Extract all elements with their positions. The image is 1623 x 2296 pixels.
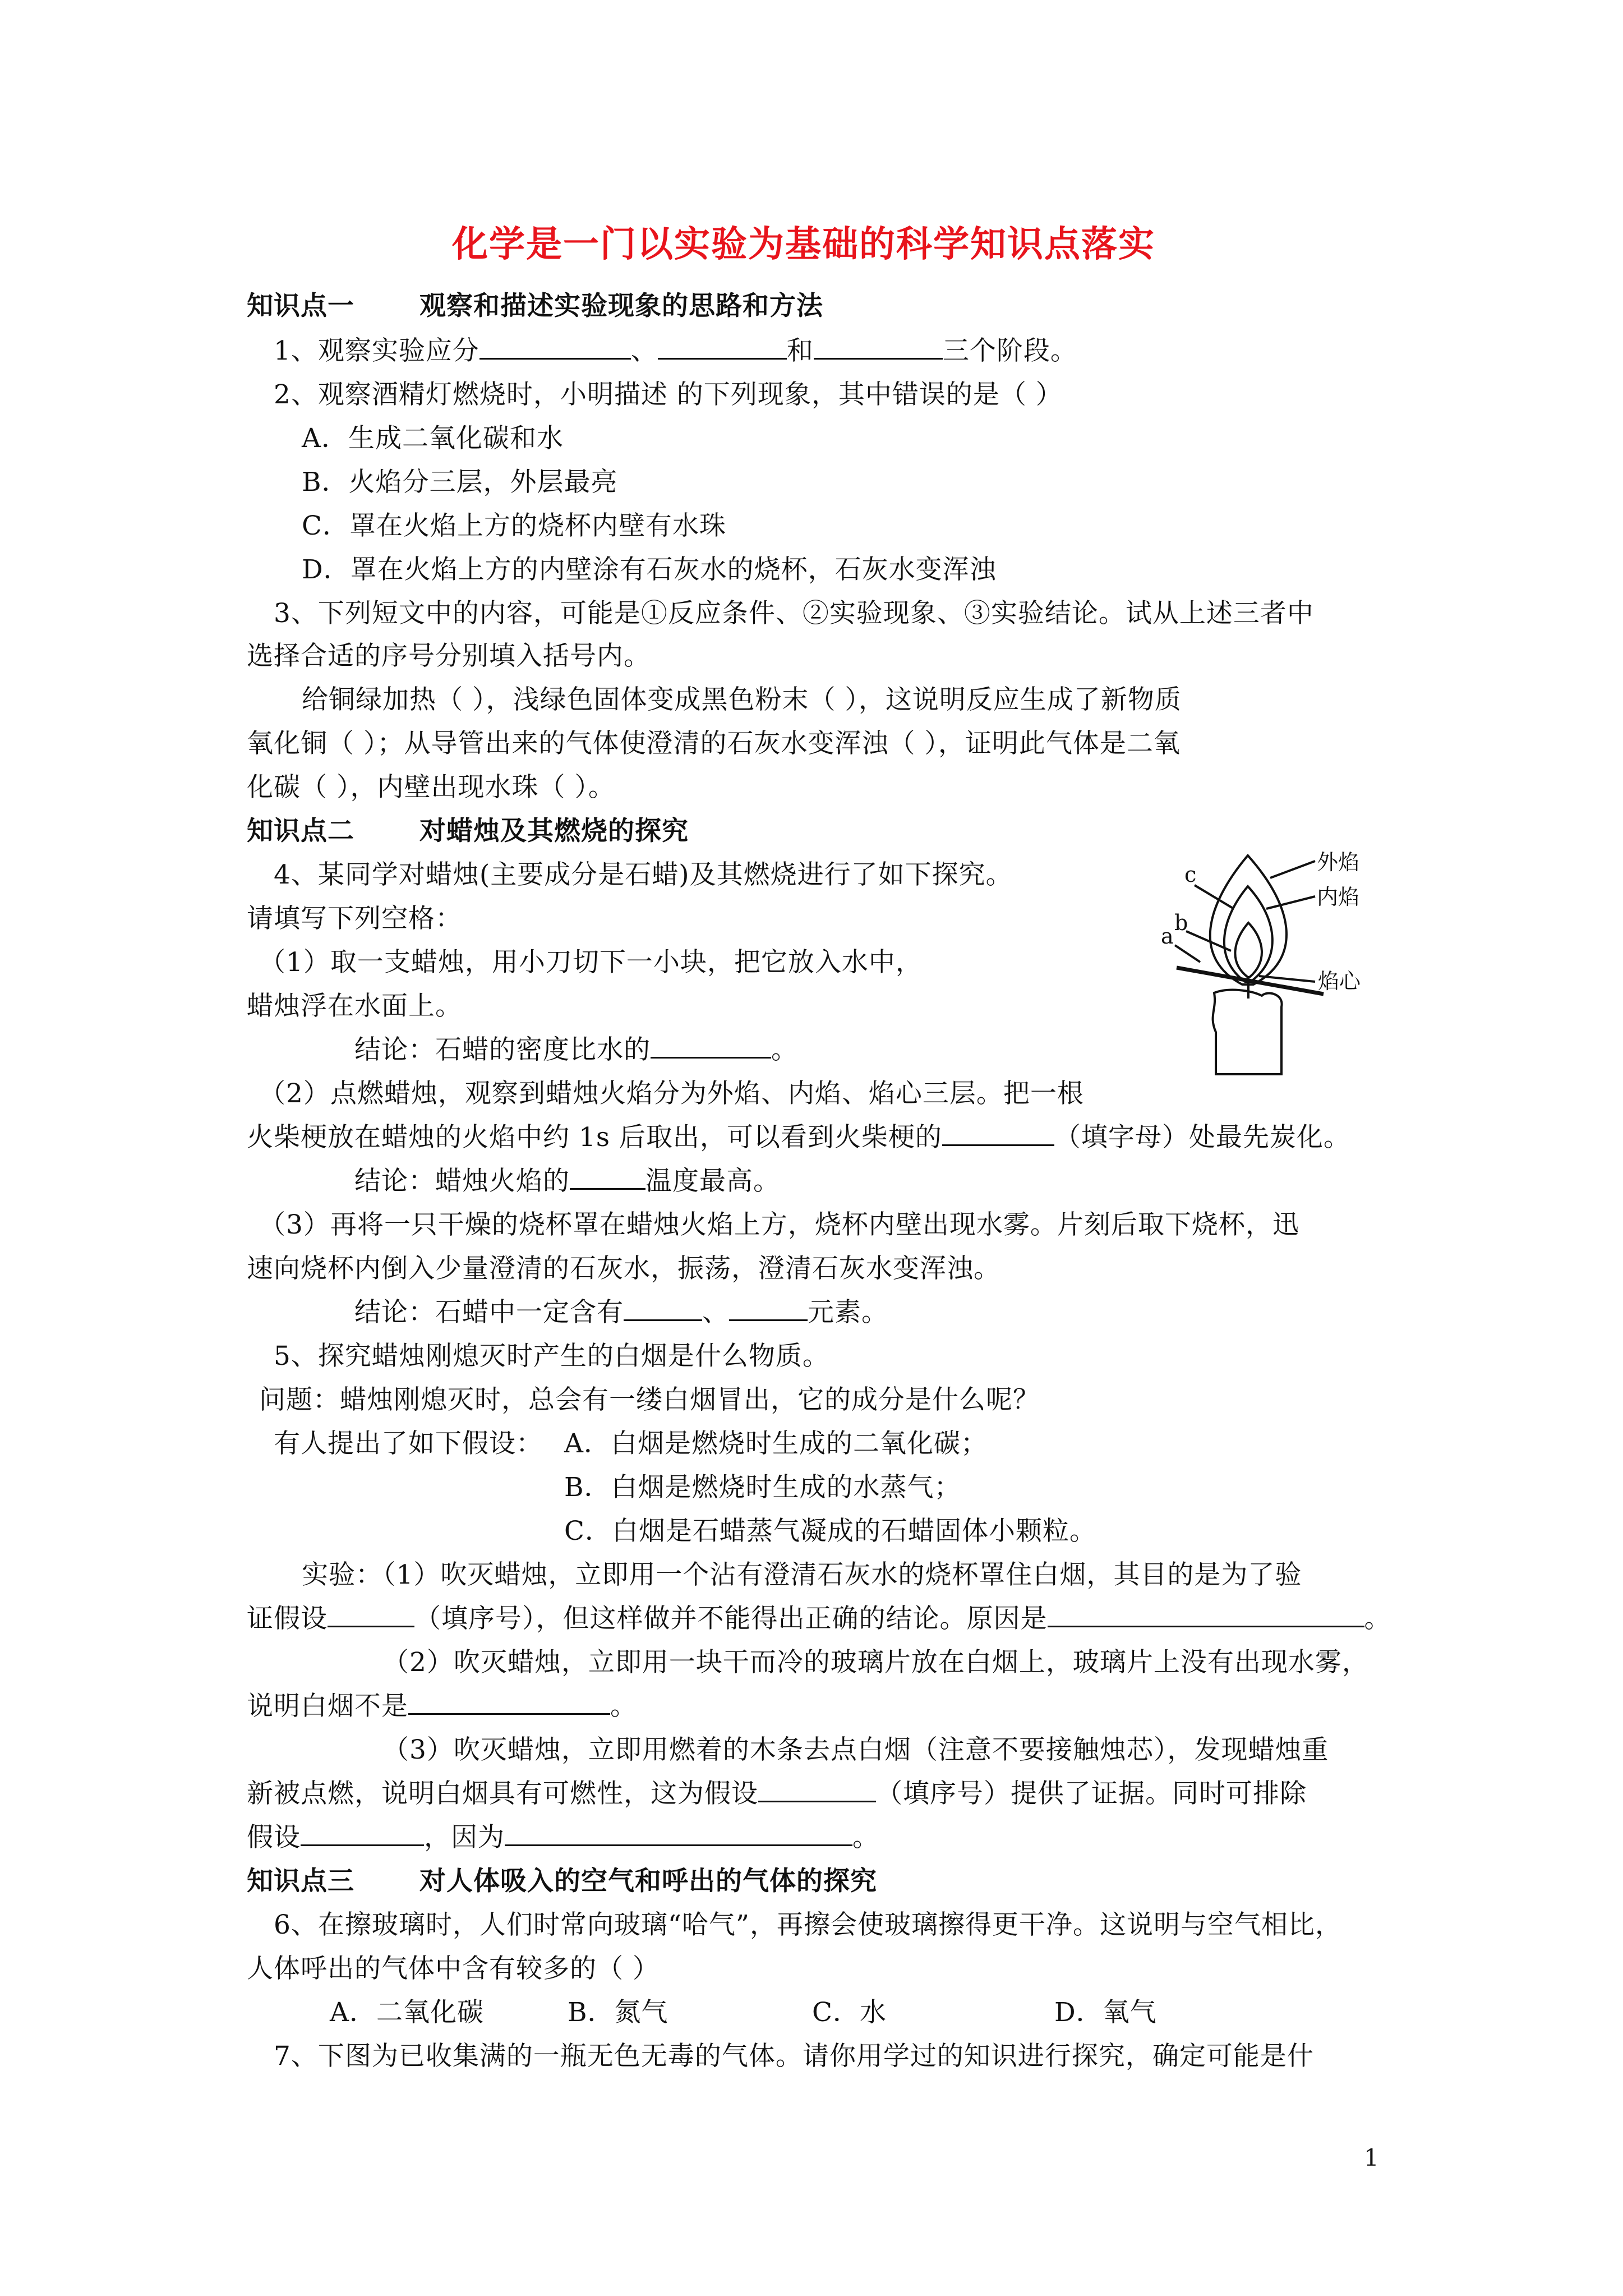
q5-e3b-text-b: （填序号）提供了证据。同时可排除 xyxy=(876,1778,1307,1809)
question-5: 5、探究蜡烛刚熄灭时产生的白烟是什么物质。 xyxy=(274,1341,829,1372)
leader-outer xyxy=(1270,861,1315,878)
question-3-line-3: 给铜绿加热（ ），浅绿色固体变成黑色粉末（ ），这说明反应生成了新物质 xyxy=(302,684,1182,715)
q5-hypothesis-a: A．白烟是燃烧时生成的二氧化碳； xyxy=(564,1428,988,1459)
leader-core xyxy=(1259,976,1315,982)
q4-1c-text-b: 。 xyxy=(771,1034,798,1065)
q4-2c-text-a: 结论：蜡烛火焰的 xyxy=(354,1166,570,1197)
q5-e3c-text-b: ，因为 xyxy=(424,1822,505,1853)
q6-option-c: C．水 xyxy=(812,1997,887,2028)
q1-text-d: 三个阶段。 xyxy=(942,335,1077,366)
q4-part3-conclusion xyxy=(354,1296,888,1329)
q5-hypothesis-b: B．白烟是燃烧时生成的水蒸气； xyxy=(564,1472,961,1503)
q4-1c-blank xyxy=(651,1034,771,1059)
q4-part2-line-2 xyxy=(247,1121,1350,1154)
question-3-line-4: 氧化铜（ ）；从导管出来的气体使澄清的石灰水变浑浊（ ），证明此气体是二氧 xyxy=(247,728,1181,759)
q4-3c-text-c: 元素。 xyxy=(808,1297,888,1328)
section-2-heading: 对蜡烛及其燃烧的探究 xyxy=(419,816,689,846)
q1-text-c: 和 xyxy=(786,335,814,366)
question-6-line-1: 6、在擦玻璃时，人们时常向玻璃“哈气”，再擦会使玻璃擦得更干净。这说明与空气相比， xyxy=(274,1910,1342,1940)
question-7: 7、下图为已收集满的一瓶无色无毒的气体。请你用学过的知识进行探究，确定可能是什 xyxy=(274,2041,1314,2072)
q5-hypothesis-c: C．白烟是石蜡蒸气凝成的石蜡固体小颗粒。 xyxy=(564,1516,1096,1547)
q5-e2b-blank xyxy=(408,1691,610,1715)
label-outer-flame: 外焰 xyxy=(1317,850,1360,875)
q4-3c-text-a: 结论：石蜡中一定含有 xyxy=(354,1297,624,1328)
q6-option-d: D．氧气 xyxy=(1054,1997,1157,2028)
q4-part2-conclusion xyxy=(354,1165,780,1198)
q4-part1-line-2: 蜡烛浮在水面上。 xyxy=(247,991,462,1022)
question-3-line-5: 化碳（ ），内壁出现水珠（ ）。 xyxy=(247,772,615,803)
q1-blank-2 xyxy=(658,335,787,360)
q5-exp3-line-1: （3）吹灭蜡烛，立即用燃着的木条去点白烟（注意不要接触烛芯），发现蜡烛重 xyxy=(382,1734,1329,1765)
q5-e1b-blank-2 xyxy=(1048,1603,1364,1627)
q2-option-a: A．生成二氧化碳和水 xyxy=(302,423,564,454)
q5-exp2-line-2 xyxy=(247,1690,637,1723)
label-a: a xyxy=(1161,924,1174,949)
q2-option-c: C．罩在火焰上方的烧杯内壁有水珠 xyxy=(302,510,726,541)
inner-flame-outline xyxy=(1224,886,1272,982)
q6-option-a: A．二氧化碳 xyxy=(330,1997,484,2028)
candle-flame-figure xyxy=(1155,847,1419,1088)
q2-option-d: D．罩在火焰上方的内壁涂有石灰水的烧杯，石灰水变浑浊 xyxy=(302,554,997,585)
q4-2b-text-b: （填字母）处最先炭化。 xyxy=(1054,1122,1350,1153)
q1-blank-1 xyxy=(479,335,631,360)
section-3-heading: 对人体吸入的空气和呼出的气体的探究 xyxy=(419,1866,877,1897)
q5-exp3-line-3 xyxy=(247,1821,879,1855)
q5-problem: 问题：蜡烛刚熄灭时，总会有一缕白烟冒出，它的成分是什么呢？ xyxy=(259,1384,1040,1415)
question-3-line-2: 选择合适的序号分别填入括号内。 xyxy=(247,641,651,671)
q5-exp1-line-2 xyxy=(247,1602,1391,1636)
q4-3c-blank-2 xyxy=(729,1297,808,1321)
q4-1c-text-a: 结论：石蜡的密度比水的 xyxy=(354,1034,651,1065)
candle-body xyxy=(1213,990,1282,1074)
label-flame-core: 焰心 xyxy=(1318,969,1361,993)
q5-e3c-text-c: 。 xyxy=(852,1822,879,1853)
q5-e3b-blank xyxy=(758,1778,876,1802)
section-1-heading: 观察和描述实验现象的思路和方法 xyxy=(419,291,823,321)
page-title: 化学是一门以实验为基础的科学知识点落实 xyxy=(452,223,1155,265)
question-3-line-1: 3、下列短文中的内容，可能是①反应条件、②实验现象、③实验结论。试从上述三者中 xyxy=(274,598,1314,629)
q5-e2b-text-a: 说明白烟不是 xyxy=(247,1691,408,1722)
q4-3c-blank-1 xyxy=(624,1297,702,1321)
label-b: b xyxy=(1174,910,1188,935)
q5-e3b-text-a: 新被点燃，说明白烟具有可燃性，这为假设 xyxy=(247,1778,758,1809)
q5-hypothesis-lead: 有人提出了如下假设： xyxy=(274,1428,543,1459)
section-2-label: 知识点二 xyxy=(247,816,354,846)
q2-option-b: B．火焰分三层，外层最亮 xyxy=(302,467,618,498)
q5-e3c-blank-2 xyxy=(505,1822,852,1846)
q5-exp2-line-1: （2）吹灭蜡烛，立即用一块干而冷的玻璃片放在白烟上，玻璃片上没有出现水雾， xyxy=(382,1647,1369,1678)
q1-text-a: 1、观察实验应分 xyxy=(274,335,479,366)
question-4-line-2: 请填写下列空格： xyxy=(247,903,462,934)
question-6-line-2: 人体呼出的气体中含有较多的（ ） xyxy=(247,1953,660,1984)
q4-3c-text-b: 、 xyxy=(702,1297,729,1328)
leader-inner xyxy=(1266,896,1315,909)
q4-part1-line-1: （1）取一支蜡烛，用小刀切下一小块，把它放入水中， xyxy=(259,947,923,978)
q5-e1b-text-a: 证假设 xyxy=(247,1603,328,1634)
flame-core-outline xyxy=(1235,923,1262,977)
q4-part3-line-1: （3）再将一只干燥的烧杯罩在蜡烛火焰上方，烧杯内壁出现水雾。片刻后取下烧杯，迅 xyxy=(259,1209,1299,1240)
label-c: c xyxy=(1184,862,1197,887)
question-2: 2、观察酒精灯燃烧时，小明描述 的下列现象，其中错误的是（ ） xyxy=(274,379,1063,410)
section-1-label: 知识点一 xyxy=(247,291,354,321)
question-4-line-1: 4、某同学对蜡烛(主要成分是石蜡)及其燃烧进行了如下探究。 xyxy=(274,859,1013,890)
q5-e3c-blank-1 xyxy=(301,1822,424,1846)
q4-2c-text-b: 温度最高。 xyxy=(645,1166,780,1197)
leader-a xyxy=(1175,945,1200,962)
q5-e3c-text-a: 假设 xyxy=(247,1822,301,1853)
q5-e1b-text-b: （填序号），但这样做并不能得出正确的结论。原因是 xyxy=(414,1603,1048,1634)
q1-text-b: 、 xyxy=(630,335,658,366)
q1-blank-3 xyxy=(814,335,943,360)
q4-part3-line-2: 速向烧杯内倒入少量澄清的石灰水，振荡，澄清石灰水变浑浊。 xyxy=(247,1253,1000,1284)
q5-e1b-blank-1 xyxy=(328,1603,414,1627)
section-3-label: 知识点三 xyxy=(247,1866,354,1897)
q4-part2-line-1: （2）点燃蜡烛，观察到蜡烛火焰分为外焰、内焰、焰心三层。把一根 xyxy=(259,1078,1084,1109)
q4-2c-blank xyxy=(570,1166,645,1190)
q5-e1b-text-c: 。 xyxy=(1364,1603,1391,1634)
q6-option-b: B．氮气 xyxy=(568,1997,668,2028)
q4-2b-blank xyxy=(942,1122,1054,1146)
label-inner-flame: 内焰 xyxy=(1317,885,1360,909)
leader-c xyxy=(1195,885,1234,909)
page-number: 1 xyxy=(1364,2144,1379,2171)
q4-part1-conclusion xyxy=(354,1033,798,1067)
q5-exp3-line-2 xyxy=(247,1777,1307,1811)
q4-2b-text-a: 火柴梗放在蜡烛的火焰中约 1s 后取出，可以看到火柴梗的 xyxy=(247,1122,942,1153)
q5-e2b-text-b: 。 xyxy=(610,1691,637,1722)
outer-flame-outline xyxy=(1210,855,1287,984)
q5-exp1-line-1: 实验：（1）吹灭蜡烛，立即用一个沾有澄清石灰水的烧杯罩住白烟，其目的是为了验 xyxy=(302,1559,1302,1590)
question-1 xyxy=(274,334,1077,368)
